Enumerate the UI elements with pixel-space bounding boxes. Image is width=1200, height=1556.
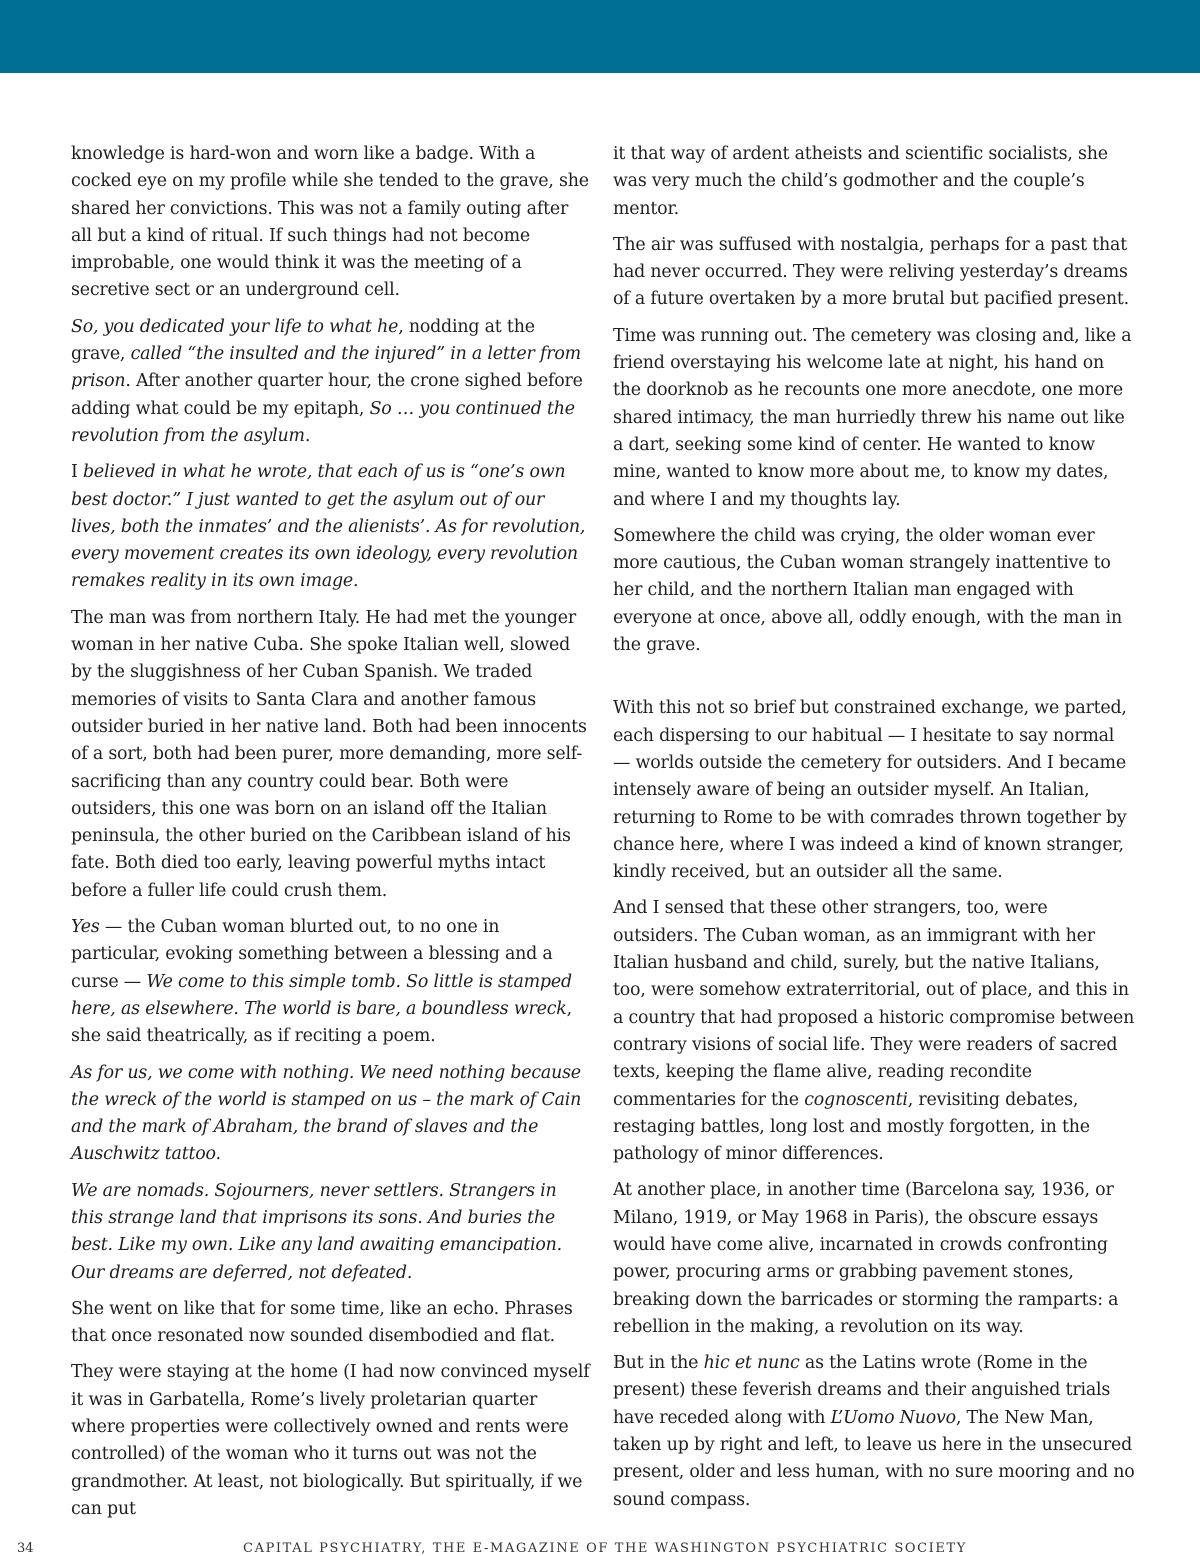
italic-text: We are nomads. Sojourners, never settlers. Strangers in this strange land that imprisons its sons. And buries the best. Like my own. Like any land awaiting emancipation. Our dreams are deferred, not defeated. [71,1180,562,1283]
article-column-right [613,141,1135,1523]
italic-text: We come to this simple tomb. So little is stamped here, as elsewhere. The world is bare, a boundless wreck [71,971,572,1019]
italic-text: Yes [71,917,100,938]
paragraph [71,1178,593,1287]
italic-text: hic et nunc [703,1353,800,1374]
paragraph: At another place, in another time (Barcelona say, 1936, or Milano, 1919, or May 1968 in Paris), the obscure essays would have come alive, incarnated in crowds confronting power, procuring arms or grabbing pavement stones, breaking down the barricades or storming the ramparts: a rebellion in the making, a revolution on its way. [613,1180,1119,1337]
text-run: , The New Man, taken up by right and left, to leave us here in the unsecured present, older and less human, with no sure mooring and no sound compass. [613,1407,1135,1510]
italic-text: So, you dedicated your life to what he [71,316,399,337]
paragraph [71,914,593,1050]
text-run: And I sensed that these other strangers, too, were outsiders. The Cuban woman, as an immigrant with her Italian husband and child, surely, but the native Italians, too, were somehow extraterritorial, out of place, and this in a country that had proposed a historic compromise between contrary visions of social life. They were readers of sacred texts, keeping the flame alive, reading recondite commentaries for the [613,898,1135,1110]
text-run: . After another quarter hour, the crone sighed before adding what could be my epitaph, [71,371,583,419]
paragraph: Time was running out. The cemetery was closing and, like a friend overstaying his welcome late at night, his hand on the doorknob as he recounts one more anecdote, one more shared intimacy, the man hurriedly threw his name out like a dart, seeking some kind of center. He wanted to know mine, wanted to know more about me, to know my dates, and where I and my thoughts lay. [613,325,1132,510]
paragraph: The man was from northern Italy. He had met the younger woman in her native Cuba. She spoke Italian well, slowed by the sluggishness of her Cuban Spanish. We traded memories of visits to Santa Clara and another famous outsider buried in her native land. Both had been innocents of a sort, both had been purer, more demanding, more self-sacrificing than any country could bear. Both were outsiders, this one was born on an island off the Italian peninsula, the other buried on the Caribbean island of his fate. Both died too early, leaving powerful myths intact before a fuller life could crush them. [71,607,587,901]
italic-text: cognoscenti [804,1089,908,1110]
paragraph [71,459,593,595]
paragraph: They were staying at the home (I had now convinced myself it was in Garbatella, Rome’s lively proletarian quarter where properties were collectively owned and rents were controlled) of the woman who it turns out was not the grandmother. At least, not biologically. But spiritually, if we can put [71,1362,590,1519]
paragraph [71,314,593,450]
italic-text: believed in what he wrote, that each of us is “one’s own best doctor.” I just wanted to get the asylum out of our lives, both the inmates’ and the alienists’. As for revolution, every movement creates its own ideology, every revolution remakes reality in its own image. [71,462,586,592]
italic-text: called “the insulted and the injured” in a letter from prison [71,344,581,392]
running-footer: CAPITAL PSYCHIATRY, THE E-MAGAZINE OF THE WASHINGTON PSYCHIATRIC SOCIETY [243,1541,967,1556]
paragraph: knowledge is hard-won and worn like a badge. With a cocked eye on my profile while she tended to the grave, she shared her convictions. This was not a family outing after all but a kind of ritual. If such things had not become improbable, one would think it was the meeting of a secretive sect or an underground cell. [71,144,589,301]
text-run: , nodding at the grave, [71,316,535,365]
header-band [0,0,1200,73]
paragraph: Somewhere the child was crying, the older woman ever more cautious, the Cuban woman strangely inattentive to her child, and the northern Italian man engaged with everyone at once, above all, oddly enough, with the man in the grave. [613,525,1122,656]
page-number: 34 [17,1541,34,1556]
paragraph: With this not so brief but constrained exchange, we parted, each dispersing to our habitual — I hesitate to say normal — worlds outside the cemetery for outsiders. And I became intensely aware of being an outsider myself. An Italian, returning to Rome to be with comrades thrown together by chance here, where I was indeed a kind of known stranger, kindly received, but an outsider all the same. [613,698,1127,883]
paragraph: The air was suffused with nostalgia, perhaps for a past that had never occurred. They were reliving yesterday’s dreams of a future overtaken by a more brutal but pacified present. [613,234,1129,310]
paragraph: it that way of ardent atheists and scientific socialists, she was very much the child’s godmother and the couple’s mentor. [613,144,1108,219]
paragraph [613,1350,1135,1514]
text-run: But in the [613,1353,704,1374]
italic-text: So … you continued the revolution from the asylum [71,398,575,446]
text-run: I [71,462,83,483]
text-run: — the Cuban woman blurted out, to no one in particular, evoking something between a blessing and a curse — [71,917,553,992]
italic-text: L’Uomo Nuovo [830,1407,956,1428]
italic-text: As for us, we come with nothing. We need nothing because the wreck of the world is stamped on us – the mark of Cain and the mark of Abraham, the brand of slaves and the Auschwitz tattoo. [71,1062,582,1165]
text-run: , she said theatrically, as if reciting a poem. [71,998,572,1047]
text-run: as the Latins wrote (Rome in the present) these feverish dreams and their anguished trials have receded along with [613,1353,1111,1428]
text-run: , revisiting debates, restaging battles, long lost and mostly forgotten, in the pathology of minor differences. [613,1089,1090,1165]
article-column-left [71,141,593,1532]
paragraph: She went on like that for some time, like an echo. Phrases that once resonated now sounded disembodied and flat. [71,1298,573,1347]
paragraph [613,895,1135,1168]
text-run: . [304,425,311,446]
paragraph [71,1060,593,1169]
